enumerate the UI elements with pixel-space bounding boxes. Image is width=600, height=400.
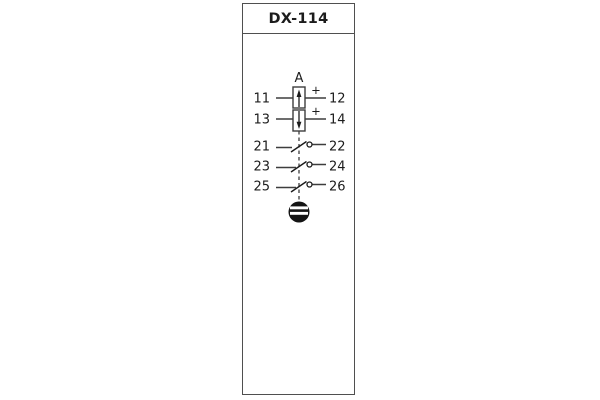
terminal-label-24: 24: [329, 159, 346, 175]
terminal-label-12: 12: [329, 91, 346, 107]
group-label: A: [294, 71, 304, 86]
terminal-label-13: 13: [253, 112, 270, 128]
open-contact-icon: [291, 142, 312, 153]
terminal-label-14: 14: [329, 112, 346, 128]
terminal-label-22: 22: [329, 139, 346, 155]
terminal-label-23: 23: [253, 159, 270, 175]
relay-model-title: DX-114: [243, 4, 354, 34]
arrow-down-element-icon: [293, 110, 305, 131]
terminal-label-11: 11: [253, 91, 270, 107]
polarity-plus-mark: +: [311, 104, 321, 118]
arrow-up-element-icon: [293, 87, 305, 108]
terminal-label-26: 26: [329, 179, 346, 195]
relay-schematic: [243, 34, 353, 392]
polarity-plus-mark: +: [311, 83, 321, 97]
terminal-label-21: 21: [253, 139, 270, 155]
relay-schematic-area: [243, 34, 354, 394]
flag-indicator-icon: [289, 202, 310, 223]
terminal-row-11-12: [253, 83, 345, 108]
terminal-label-25: 25: [253, 179, 270, 195]
relay-panel: [242, 3, 355, 395]
